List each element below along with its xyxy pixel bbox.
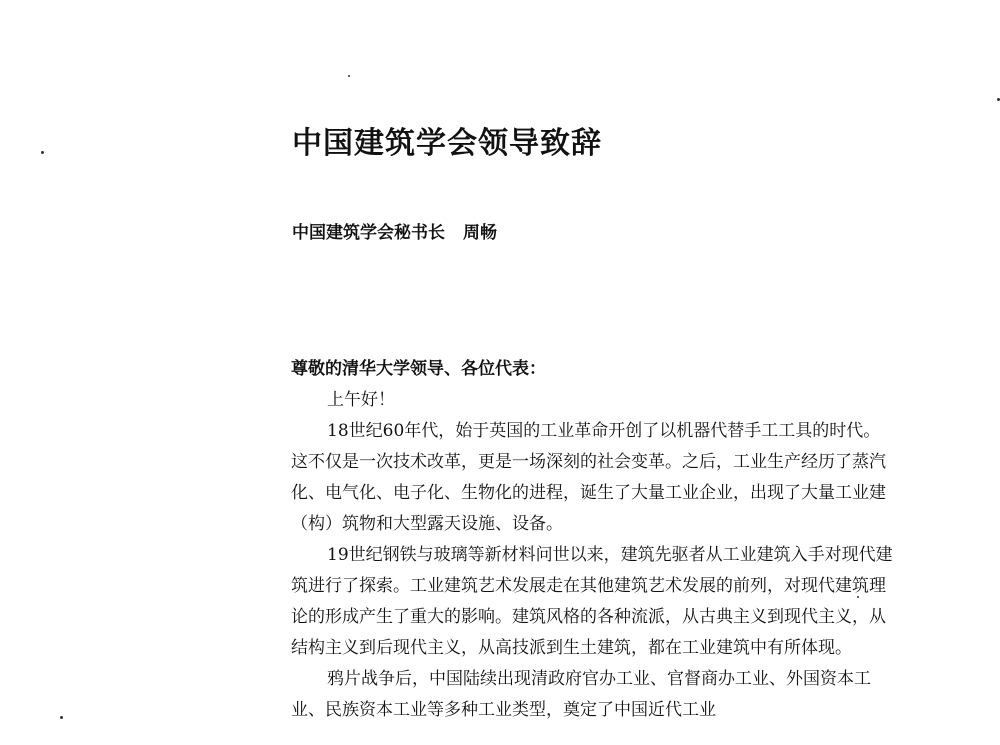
paragraph-industrial-revolution: 18世纪60年代，始于英国的工业革命开创了以机器代替手工工具的时代。这不仅是一次技术改革，更是一场深刻的社会变革。之后，工业生产经历了蒸汽化、电气化、电子化、生物化的进程，诞生了大量工业企业，出现了大量工业建（构）筑物和大型露天设施、设备。 [291, 421, 886, 534]
scan-speck [60, 716, 63, 719]
paragraph-modern-architecture: 19世纪钢铁与玻璃等新材料问世以来，建筑先驱者从工业建筑入手对现代建筑进行了探索。工业建筑艺术发展走在其他建筑艺术发展的前列，对现代建筑理论的形成产生了重大的影响。建筑风格的各种流派，从古典主义到现代主义，从结构主义到后现代主义，从高技派到生土建筑，都在工业建筑中有所体现。 [291, 545, 893, 658]
paragraph-chinese-industry: 鸦片战争后，中国陆续出现清政府官办工业、官督商办工业、外国资本工业、民族资本工业等多种工业类型，奠定了中国近代工业 [291, 669, 871, 720]
speech-body [291, 354, 895, 726]
author-byline [292, 218, 497, 243]
author-name: 周畅 [463, 223, 497, 243]
page-title: 中国建筑学会领导致辞 [292, 126, 602, 161]
author-position: 中国建筑学会秘书长 [292, 223, 445, 243]
salutation: 尊敬的清华大学领导、各位代表： [291, 359, 546, 379]
greeting: 上午好！ [327, 390, 395, 410]
scan-speck [348, 75, 350, 77]
scan-speck [41, 151, 44, 154]
